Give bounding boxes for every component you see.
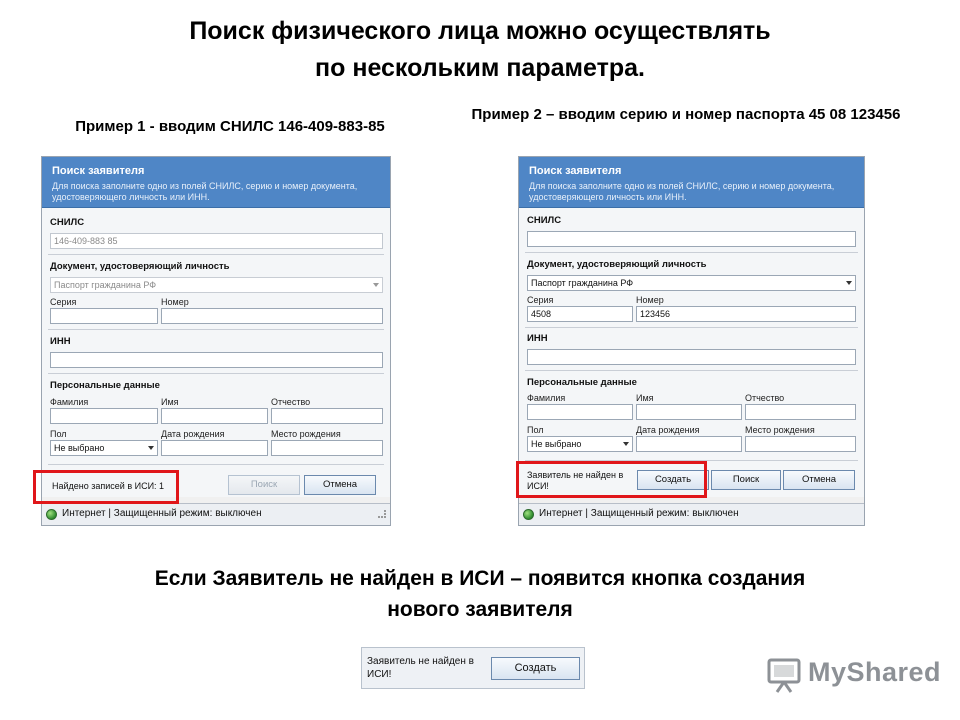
found-records-text: Найдено записей в ИСИ: 1 <box>52 481 165 491</box>
status-text: Интернет | Защищенный режим: выключен <box>62 508 262 519</box>
gender-value: Не выбрано <box>54 443 105 453</box>
birthplace-input[interactable] <box>271 440 383 456</box>
dialog-title: Поиск заявителя <box>52 165 145 177</box>
gender-label: Пол <box>50 429 67 439</box>
dialog-description: Для поиска заполните одно из полей СНИЛС, серию и номер документа, удостоверяющего личность или ИНН. <box>529 181 835 202</box>
snils-section-label: СНИЛС <box>50 217 85 228</box>
gender-select[interactable] <box>527 436 633 452</box>
personal-data-section-label: Персональные данные <box>50 380 160 391</box>
name-label: Имя <box>161 397 179 407</box>
chevron-down-icon <box>623 442 629 446</box>
birthdate-input[interactable] <box>161 440 268 456</box>
globe-icon <box>523 509 534 520</box>
create-button[interactable]: Создать <box>637 470 709 490</box>
surname-input[interactable] <box>527 404 633 420</box>
surname-input[interactable] <box>50 408 158 424</box>
surname-label: Фамилия <box>50 397 89 407</box>
divider <box>48 464 384 465</box>
dialog-form <box>42 207 390 497</box>
dialog-header <box>519 157 864 207</box>
explanation-line1: Если Заявитель не найден в ИСИ – появится кнопка создания <box>154 567 806 590</box>
resize-grip-icon[interactable] <box>378 510 386 518</box>
patronymic-label: Отчество <box>271 397 311 407</box>
name-input[interactable] <box>636 404 742 420</box>
document-section-label: Документ, удостоверяющий личность <box>527 259 707 270</box>
birthplace-label: Место рождения <box>271 429 341 439</box>
document-type-value: Паспорт гражданина РФ <box>531 278 634 288</box>
explanation-line2: нового заявителя <box>387 598 573 621</box>
patronymic-input[interactable] <box>271 408 383 424</box>
dialog-header <box>42 157 390 207</box>
snils-input[interactable] <box>527 231 856 247</box>
create-applicant-snippet <box>361 647 585 689</box>
dialog-description: Для поиска заполните одно из полей СНИЛС, серию и номер документа, удостоверяющего личность или ИНН. <box>52 181 358 202</box>
cancel-button[interactable]: Отмена <box>783 470 855 490</box>
highlight-create-button <box>516 461 707 498</box>
document-type-select[interactable] <box>527 275 856 291</box>
example1-caption: Пример 1 - вводим СНИЛС 146-409-883-85 <box>75 118 385 135</box>
divider <box>48 373 384 374</box>
number-input[interactable]: 123456 <box>636 306 856 322</box>
divider <box>48 329 384 330</box>
document-type-select[interactable] <box>50 277 383 293</box>
presentation-board-icon <box>765 654 805 694</box>
myshared-logo <box>765 654 942 694</box>
example2-caption: Пример 2 – вводим серию и номер паспорта 45 08 123456 <box>471 106 901 123</box>
series-label: Серия <box>50 297 77 307</box>
divider <box>48 254 384 255</box>
inn-input[interactable] <box>527 349 856 365</box>
page-title-line2: по нескольким параметра. <box>315 54 645 82</box>
patronymic-label: Отчество <box>745 393 785 403</box>
snils-input[interactable]: 146-409-883 85 <box>50 233 383 249</box>
series-input[interactable] <box>50 308 158 324</box>
chevron-down-icon <box>148 446 154 450</box>
inn-section-label: ИНН <box>527 333 548 344</box>
applicant-not-found-text: Заявитель не найден в ИСИ! <box>367 656 474 680</box>
globe-icon <box>46 509 57 520</box>
cancel-button[interactable]: Отмена <box>304 475 376 495</box>
search-button[interactable]: Поиск <box>228 475 300 495</box>
birthplace-input[interactable] <box>745 436 856 452</box>
personal-data-section-label: Персональные данные <box>527 377 637 388</box>
document-section-label: Документ, удостоверяющий личность <box>50 261 230 272</box>
divider <box>525 327 858 328</box>
inn-section-label: ИНН <box>50 336 71 347</box>
name-input[interactable] <box>161 408 268 424</box>
status-text: Интернет | Защищенный режим: выключен <box>539 508 739 519</box>
gender-select[interactable] <box>50 440 158 456</box>
number-input[interactable] <box>161 308 383 324</box>
dialog-title: Поиск заявителя <box>529 165 622 177</box>
series-input[interactable]: 4508 <box>527 306 633 322</box>
name-label: Имя <box>636 393 654 403</box>
highlight-found-records <box>33 470 179 504</box>
inn-input[interactable] <box>50 352 383 368</box>
birthdate-input[interactable] <box>636 436 742 452</box>
patronymic-input[interactable] <box>745 404 856 420</box>
chevron-down-icon <box>846 281 852 285</box>
chevron-down-icon <box>373 283 379 287</box>
gender-label: Пол <box>527 425 544 435</box>
birthdate-label: Дата рождения <box>636 425 700 435</box>
watermark-text: MyShared <box>808 657 942 687</box>
browser-status-bar <box>42 503 390 525</box>
birthplace-label: Место рождения <box>745 425 815 435</box>
number-label: Номер <box>161 297 189 307</box>
surname-label: Фамилия <box>527 393 566 403</box>
series-label: Серия <box>527 295 554 305</box>
snils-section-label: СНИЛС <box>527 215 562 226</box>
search-button[interactable]: Поиск <box>711 470 781 490</box>
divider <box>525 370 858 371</box>
number-label: Номер <box>636 295 664 305</box>
browser-status-bar <box>519 503 864 525</box>
gender-value: Не выбрано <box>531 439 582 449</box>
divider <box>525 252 858 253</box>
birthdate-label: Дата рождения <box>161 429 225 439</box>
applicant-not-found-text: Заявитель не найден в ИСИ! <box>527 470 624 491</box>
document-type-value: Паспорт гражданина РФ <box>54 280 157 290</box>
dialog-form <box>519 207 864 497</box>
create-button[interactable]: Создать <box>491 657 580 680</box>
page-title-line1: Поиск физического лица можно осуществлять <box>189 17 771 45</box>
